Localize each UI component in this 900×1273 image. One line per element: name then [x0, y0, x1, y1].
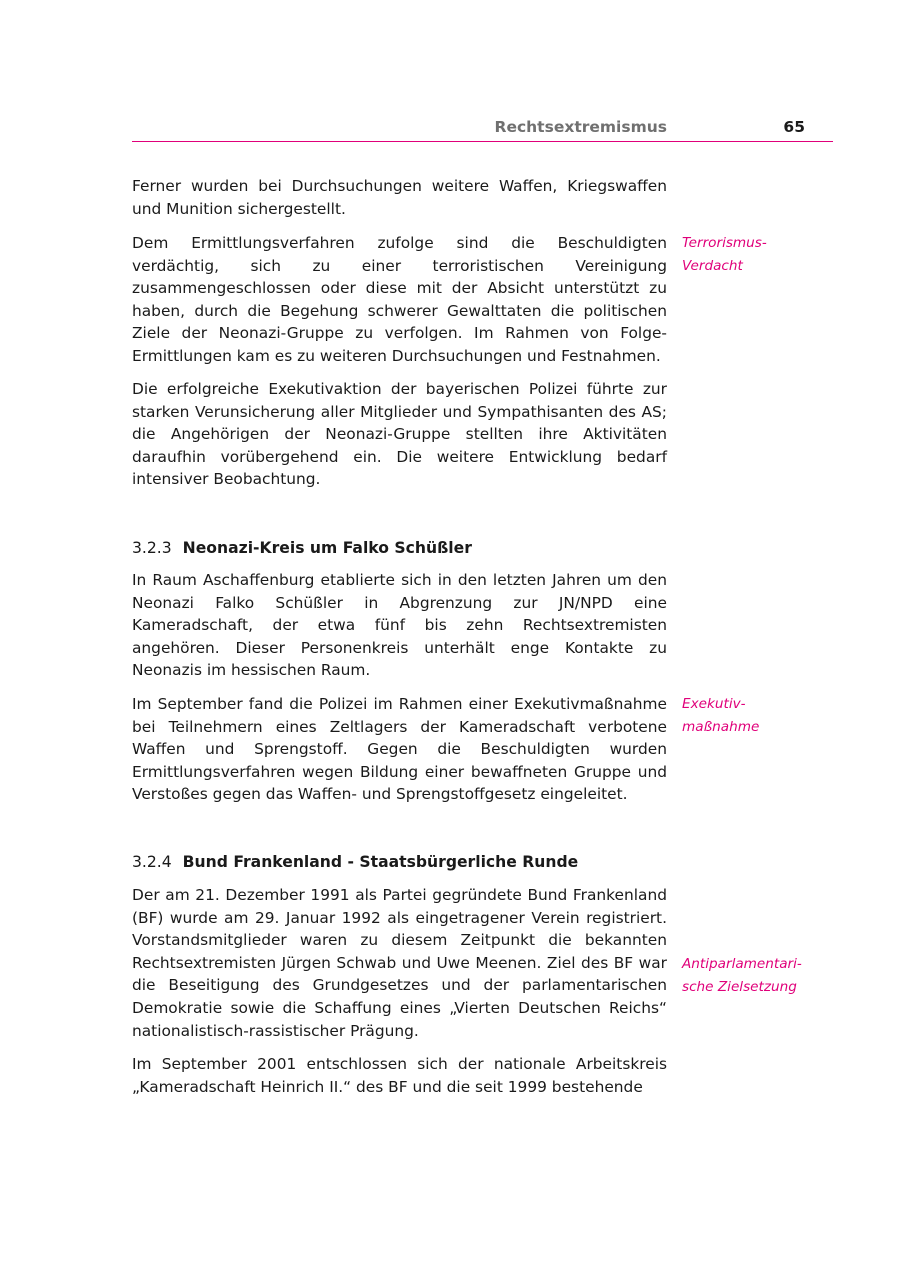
section-heading [132, 537, 667, 559]
chapter-title: Rechtsextremismus [494, 118, 667, 136]
margin-note-terrorism [682, 232, 822, 277]
margin-note-antiparliamentary [682, 953, 822, 998]
page-number: 65 [783, 118, 805, 136]
section-number: 3.2.4 [132, 853, 172, 871]
margin-note-line: maßnahme [682, 718, 760, 735]
section-title: Neonazi-Kreis um Falko Schüßler [182, 539, 472, 557]
paragraph: Ferner wurden bei Durchsuchungen weitere Waffen, Kriegswaffen und Munition sichergestellt. [132, 177, 667, 218]
paragraph: Im September 2001 entschlossen sich der nationale Arbeitskreis „Kameradschaft Heinrich II.“ des BF und die seit 1999 bestehende [132, 1055, 667, 1096]
section-heading [132, 851, 667, 873]
margin-note-executive [682, 693, 822, 738]
paragraph: In Raum Aschaffenburg etablierte sich in den letzten Jahren um den Neonazi Falko Schüßler in Abgrenzung zur JN/NPD eine Kameradschaft, der etwa fünf bis zehn Rechtsextremisten angehören. Dieser Personenkreis unterhält enge Kontakte zu Neonazis im hessischen Raum. [132, 571, 667, 680]
margin-note-line: Exekutiv- [682, 696, 746, 712]
section-number: 3.2.3 [132, 539, 172, 557]
section-title: Bund Frankenland - Staatsbürgerliche Runde [182, 853, 579, 871]
running-header [132, 117, 833, 142]
paragraph: Der am 21. Dezember 1991 als Partei gegründete Bund Frankenland (BF) wurde am 29. Januar 1992 als eingetragener Verein registriert. Vorstandsmitglieder waren zu diesem Zeitpunkt die bekannten Rechtsextremisten Jürgen Schwab und Uwe Meenen. Ziel des BF war die Beseitigung des Grundgesetzes und der parlamentarischen Demokratie sowie die Schaffung eines „Vierten Deutschen Reichs“ nationalistisch-rassistischer Prägung. [132, 886, 667, 1040]
margin-note-line: Verdacht [682, 257, 743, 274]
paragraph: Die erfolgreiche Exekutivaktion der bayerischen Polizei führte zur starken Verunsicherung aller Mitglieder und Sympathisanten des AS; die Angehörigen der Neonazi-Gruppe stellten ihre Aktivitäten daraufhin vorübergehend ein. Die weitere Entwicklung bedarf intensiver Beobachtung. [132, 380, 667, 489]
margin-note-line: Terrorismus- [682, 235, 767, 251]
paragraph: Im September fand die Polizei im Rahmen einer Exekutivmaßnahme bei Teilnehmern eines Zeltlagers der Kameradschaft verbotene Waffen und Sprengstoff. Gegen die Beschuldigten wurden Ermittlungsverfahren wegen Bildung einer bewaffneten Gruppe und Verstoßes gegen das Waffen- und Sprengstoffgesetz eingeleitet. [132, 695, 667, 804]
margin-note-line: Antiparlamentari- [682, 956, 802, 972]
paragraph: Dem Ermittlungsverfahren zufolge sind die Beschuldigten verdächtig, sich zu einer terroristischen Vereinigung zusammengeschlossen oder diese mit der Absicht unterstützt zu haben, durch die Begehung schwerer Gewalttaten die politischen Ziele der Neonazi-Gruppe zu verfolgen. Im Rahmen von Folge-Ermittlungen kam es zu weiteren Durchsuchungen und Festnahmen. [132, 234, 667, 365]
margin-note-line: sche Zielsetzung [682, 978, 797, 995]
